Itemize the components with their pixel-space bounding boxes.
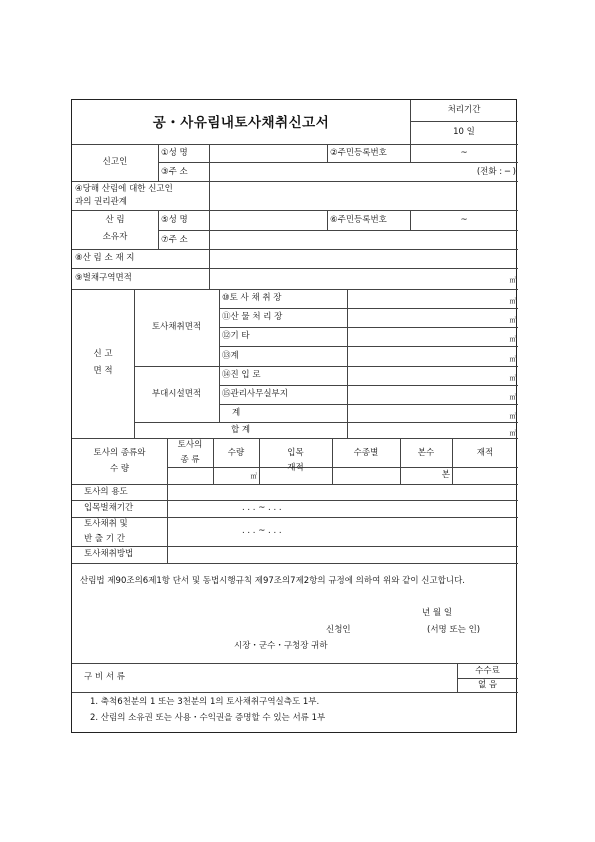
extraction-method-label: 토사채취방법 [84,549,134,559]
rights-label-line2: 과의 권리관계 [75,197,127,207]
rule [72,500,518,501]
processing-period-value: 10 일 [453,127,475,137]
required-doc-item: 2. 산림의 소유권 또는 사용・수익권을 증명할 수 있는 서류 1부 [90,713,326,723]
rule [209,144,210,181]
rule [209,181,210,210]
soil-item-pit: ⑩토 사 채 취 장 [222,293,282,303]
applicant-id-tilde: ~ [460,148,468,158]
rule [72,249,518,250]
soil-item-subtotal: ⑬계 [222,351,239,361]
declared-area-line2: 면 적 [93,366,113,376]
aux-item-subtotal: 계 [232,408,241,418]
rule [219,385,518,386]
rule [134,422,518,423]
required-docs-title: 구 비 서 류 [84,672,125,682]
rule [72,517,518,518]
rights-label-line1: ④당해 산림에 대한 신고인 [75,184,173,194]
rule [219,327,518,328]
rule [158,144,159,181]
quantity-head: 수량 [227,448,245,458]
applicant-phone: (전화 : ─ ) [476,167,516,177]
rule [72,484,518,485]
rule [452,438,453,484]
area-unit: ㎡ [509,297,516,305]
processing-period-label: 처리기간 [447,105,481,115]
declared-total-label: 합 계 [230,425,251,435]
rule [410,121,518,122]
report-form [71,99,517,733]
soil-kind-qty-line2: 수 량 [109,464,130,474]
rule [327,144,328,162]
volume-column-head: 재적 [476,448,494,458]
rule [134,366,518,367]
rule [72,210,518,211]
rule [72,181,518,182]
rule [332,438,333,484]
soil-kind-qty-line1: 토사의 종류와 [93,448,146,458]
soil-item-other: ⑫기 타 [222,331,250,341]
rule [167,484,168,563]
owner-section-line2: 소유자 [102,232,128,242]
rule [219,404,518,405]
rule [158,162,518,163]
owner-id-tilde: ~ [460,215,468,225]
soil-purpose-label: 토사의 용도 [84,487,128,497]
cut-period-label: 입목벌채기간 [84,503,134,513]
rule [347,422,348,438]
aux-item-office: ⑮관리사무실부지 [222,389,288,399]
stand-volume-line2: 재적 [287,463,304,473]
applicant-id-label: ②주민등록번호 [330,148,387,158]
form-title: 공・사유림내토사채취신고서 [152,115,330,131]
tree-count-unit: 본 [441,470,450,480]
rule [72,692,518,693]
rule [457,678,518,679]
owner-name-label: ⑤성 명 [161,215,188,225]
rule [167,467,518,468]
applicant-address-label: ③주 소 [161,167,188,177]
declaration-text: 산림법 제90조의6제1항 단서 및 동법시행규칙 제97조의7제2항의 규정에 의하여 위와 같이 신고합니다. [80,576,466,586]
rule [72,563,518,564]
area-unit: ㎡ [509,374,516,382]
rule [158,230,518,231]
extract-period-line2: 반 출 기 간 [84,534,125,544]
rule [134,289,135,438]
rule [327,210,328,230]
fee-value: 없 음 [477,680,498,690]
applicant-section-label: 신고인 [102,157,128,167]
rule [209,210,210,249]
cut-area-unit: ㎡ [509,276,516,284]
area-unit: ㎡ [509,355,516,363]
soil-item-processing: ⑪산 물 처 리 장 [222,312,283,322]
owner-section-line1: 산 림 [105,215,125,225]
soil-kind-head-line1: 토사의 [177,440,203,450]
soil-area-group: 토사채취면적 [151,322,202,332]
rule [209,249,210,289]
area-unit: ㎡ [509,429,516,437]
recipient: 시장・군수・구청장 귀하 [234,641,328,651]
cut-period-value: . . . ~ . . . [242,503,282,513]
forest-location-label: ⑧산 림 소 재 지 [75,253,135,263]
applicant-sign-label: 신청인 [326,625,351,635]
rule [219,346,518,347]
aux-area-group: 부대시설면적 [151,389,202,399]
owner-id-label: ⑥주민등록번호 [330,215,387,225]
rule [72,663,518,664]
owner-address-label: ⑦주 소 [161,235,188,245]
cut-area-label: ⑨벌채구역면적 [75,273,132,283]
fee-label: 수수료 [475,666,500,676]
declaration-date: 년 월 일 [422,608,453,618]
declared-area-line1: 신 고 [93,349,113,359]
signature-note: (서명 또는 인) [427,625,481,635]
extract-period-value: . . . ~ . . . [242,526,282,536]
species-column-head: 수종별 [353,448,379,458]
applicant-name-label: ①성 명 [161,148,188,158]
quantity-unit: ㎡ [250,472,257,480]
rule [158,210,159,249]
rule [219,308,518,309]
aux-item-road: ⑭진 입 로 [222,370,261,380]
soil-kind-head-line2: 종 류 [180,455,200,465]
required-doc-item: 1. 축척6천분의 1 또는 3천분의 1의 토사채취구역실측도 1부. [90,697,320,707]
extract-period-line1: 토사채취 및 [84,519,128,529]
rule [259,438,260,484]
area-unit: ㎡ [509,393,516,401]
rule [347,289,348,422]
area-unit: ㎡ [509,316,516,324]
rule [72,546,518,547]
rule [72,268,518,269]
rule [72,289,518,290]
rule [72,144,518,145]
tree-count-head: 본수 [417,448,435,458]
area-unit: ㎡ [509,335,516,343]
area-unit: ㎡ [509,412,516,420]
stand-volume-line1: 입목 [287,448,304,458]
rule [219,289,220,422]
